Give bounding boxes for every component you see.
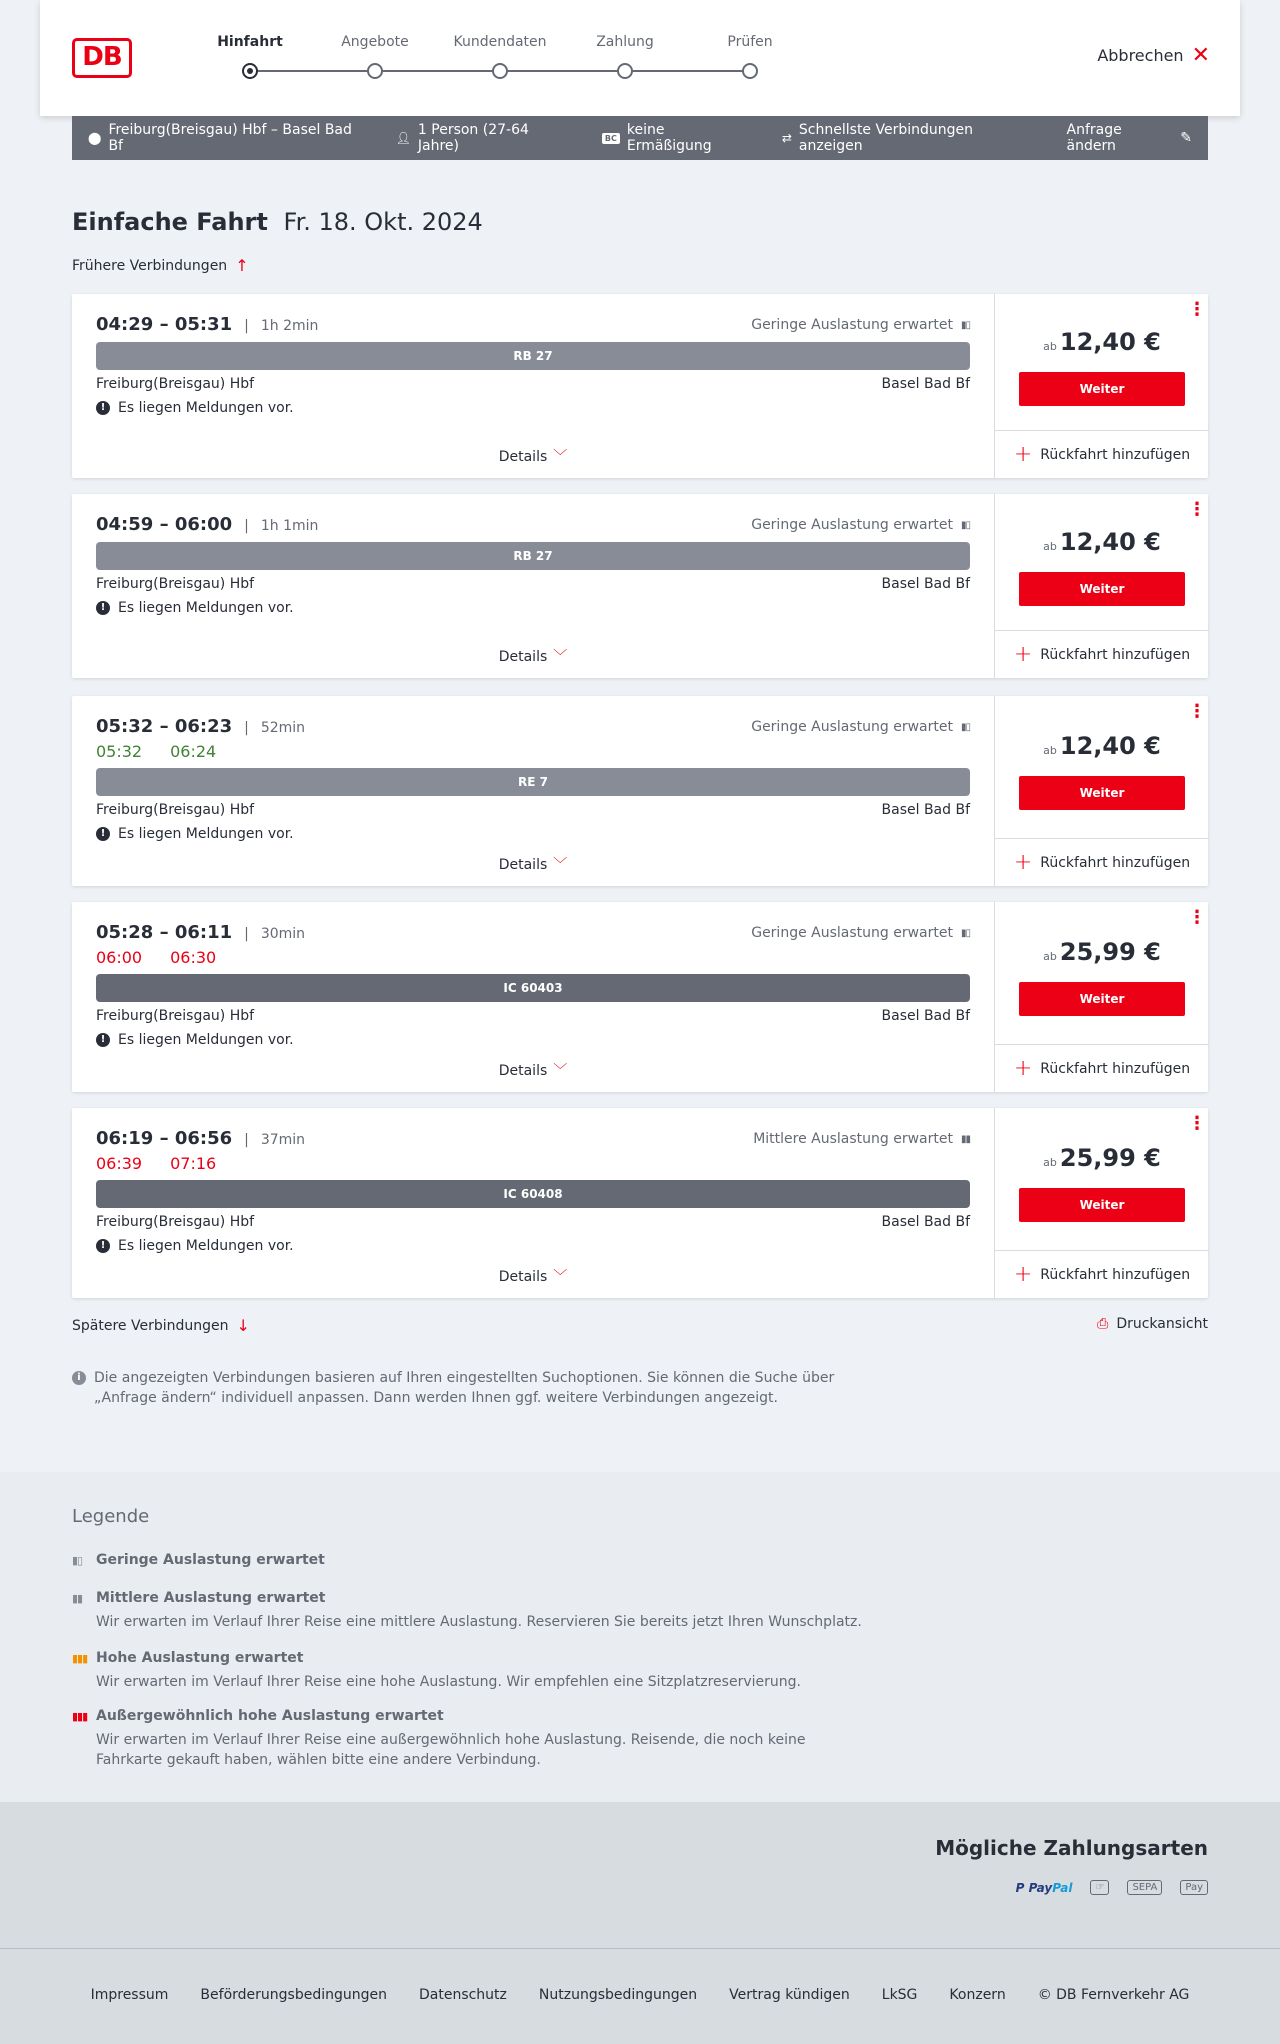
chevron-down-icon: ﹀ [553, 1063, 568, 1079]
details-label: Details [498, 857, 548, 873]
realtime-departure: 06:39 [96, 1154, 143, 1173]
connection-times [96, 1128, 305, 1149]
add-return-label: Rückfahrt hinzufügen [1040, 646, 1191, 663]
legend-description: Wir erwarten im Verlauf Ihrer Reise eine hohe Auslastung. Wir empfehlen eine Sitzplatzreservierung. [96, 1674, 801, 1690]
details-label: Details [498, 1063, 548, 1079]
legend-label: Geringe Auslastung erwartet [96, 1552, 325, 1568]
trip-type: Einfache Fahrt [72, 208, 268, 236]
details-label: Details [498, 1269, 548, 1285]
departure-arrival: 05:32 – 06:23 [96, 716, 233, 737]
duration: 1h 1min [260, 518, 319, 534]
add-return-button[interactable] [995, 1044, 1209, 1092]
occupancy-text: Mittlere Auslastung erwartet [753, 1131, 953, 1147]
route-text: Freiburg(Breisgau) Hbf – Basel Bad Bf [108, 122, 352, 154]
alert-icon: ! [96, 1239, 110, 1253]
fastest-text: Schnellste Verbindungen anzeigen [798, 122, 974, 154]
price-value: 12,40 € [1059, 732, 1161, 760]
realtime-arrival: 06:30 [170, 948, 217, 967]
details-toggle[interactable] [72, 1266, 994, 1286]
connection-card [72, 494, 1208, 678]
notice-text: Es liegen Meldungen vor. [118, 1238, 294, 1254]
departure-arrival: 06:19 – 06:56 [96, 1128, 233, 1149]
destination-station: Basel Bad Bf [881, 376, 970, 392]
price-prefix: ab [1043, 950, 1057, 963]
alert-icon: ! [96, 1033, 110, 1047]
footer-link-privacy[interactable]: Datenschutz [418, 1987, 507, 2003]
price-value: 25,99 € [1059, 938, 1161, 966]
notice [96, 1032, 294, 1048]
legend-item [72, 1708, 872, 1770]
plus-icon: + [1013, 641, 1033, 667]
separator: | [244, 518, 249, 534]
connection-card [72, 696, 1208, 886]
apple-pay-icon [1180, 1880, 1208, 1895]
discount-text: keine Ermäßigung [626, 122, 712, 154]
chevron-down-icon: ﹀ [553, 449, 568, 465]
connection-card [72, 902, 1208, 1092]
arrow-up-icon: ↑ [235, 256, 249, 275]
footer [0, 1948, 1280, 2044]
occupancy-medium-icon: ▮▮ [72, 1591, 83, 1605]
realtime-times [96, 742, 216, 761]
legend-label: Außergewöhnlich hohe Auslastung erwartet [96, 1708, 444, 1724]
realtime-times [96, 948, 216, 967]
origin-station: Freiburg(Breisgau) Hbf [96, 576, 255, 592]
details-toggle[interactable] [72, 446, 994, 466]
occupancy-text: Geringe Auslastung erwartet [751, 317, 953, 333]
step-hinfahrt [190, 34, 310, 79]
occupancy [753, 1131, 970, 1147]
continue-button[interactable]: Weiter [1019, 372, 1185, 406]
paypal-text-b: Pal [1052, 1880, 1073, 1895]
price-value: 12,40 € [1059, 528, 1161, 556]
price-value: 12,40 € [1059, 328, 1161, 356]
add-return-button[interactable] [995, 1250, 1209, 1298]
price [995, 528, 1209, 556]
train-bar[interactable]: IC 60403 [96, 974, 970, 1002]
paypal-icon: P PayPal [1015, 1880, 1073, 1895]
card-payment-icon: ☞ [1090, 1880, 1109, 1895]
footer-link-cancel-contract[interactable]: Vertrag kündigen [729, 1987, 850, 2003]
search-info-note [72, 1368, 852, 1408]
step-zahlung [565, 34, 685, 79]
trip-date: Fr. 18. Okt. 2024 [283, 208, 483, 236]
notice [96, 1238, 294, 1254]
arrow-down-icon: ↓ [236, 1316, 250, 1335]
legend-section [0, 1472, 1280, 1802]
footer-link-group[interactable]: Konzern [949, 1987, 1006, 2003]
train-bar[interactable]: RB 27 [96, 542, 970, 570]
discount-summary [602, 122, 750, 154]
departure-arrival: 05:28 – 06:11 [96, 922, 233, 943]
legend-label: Mittlere Auslastung erwartet [96, 1590, 326, 1606]
continue-button[interactable]: Weiter [1019, 572, 1185, 606]
notice-text: Es liegen Meldungen vor. [118, 600, 294, 616]
details-toggle[interactable] [72, 1060, 994, 1080]
plus-icon: + [1013, 849, 1033, 875]
occupancy [751, 317, 970, 333]
occupancy-low-icon: ▮▯ [960, 721, 970, 733]
origin-station: Freiburg(Breisgau) Hbf [96, 802, 255, 818]
bahncard-icon: BC [602, 133, 620, 144]
passenger-text: 1 Person (27-64 Jahre) [417, 122, 529, 154]
progress-stepper [180, 0, 820, 116]
step-label: Angebote [341, 34, 409, 50]
footer-copyright: © DB Fernverkehr AG [1037, 1987, 1190, 2003]
separator: | [244, 720, 249, 736]
occupancy [751, 517, 970, 533]
departure-arrival: 04:59 – 06:00 [96, 514, 233, 535]
occupancy-low-icon: ▮▯ [72, 1553, 83, 1567]
alert-icon: ! [96, 827, 110, 841]
plus-icon: + [1013, 1261, 1033, 1287]
departure-arrival: 04:29 – 05:31 [96, 314, 233, 335]
page-title [72, 208, 483, 236]
connection-card [72, 1108, 1208, 1298]
printer-icon: ⎙ [1097, 1316, 1109, 1332]
connection-info [72, 1108, 994, 1298]
legend-description: Wir erwarten im Verlauf Ihrer Reise eine außergewöhnlich hohe Auslastung. Reisende, die noch keine Fahrkarte gekauft haben, wählen bitte eine andere Verbindung. [96, 1732, 806, 1768]
offer-panel [994, 902, 1208, 1092]
print-view-label: Druckansicht [1116, 1316, 1208, 1332]
legend-description: Wir erwarten im Verlauf Ihrer Reise eine mittlere Auslastung. Reservieren Sie bereits jetzt Ihren Wunschplatz. [96, 1614, 862, 1630]
legend-item-title [72, 1590, 872, 1606]
notice [96, 400, 294, 416]
origin-station: Freiburg(Breisgau) Hbf [96, 376, 255, 392]
separator: | [244, 926, 249, 942]
continue-button[interactable]: Weiter [1019, 776, 1185, 810]
price [995, 1144, 1209, 1172]
cancel-label: Abbrechen [1097, 46, 1184, 65]
paypal-text-a: Pay [1028, 1880, 1053, 1895]
footer-link-terms[interactable]: Beförderungsbedingungen [200, 1987, 387, 2003]
legend-item [72, 1552, 872, 1568]
more-options-icon[interactable]: ⋮ [1188, 499, 1206, 520]
sepa-icon: SEPA [1127, 1880, 1162, 1895]
step-label: Zahlung [596, 34, 654, 50]
step-dot [617, 63, 633, 79]
footer-link-lksg[interactable]: LkSG [881, 1987, 918, 2003]
connection-card [72, 294, 1208, 478]
offer-panel [994, 1108, 1208, 1298]
occupancy-high-icon: ▮▮▮ [72, 1651, 88, 1665]
price-value: 25,99 € [1059, 1144, 1161, 1172]
price-prefix: ab [1043, 340, 1057, 353]
price-prefix: ab [1043, 1156, 1057, 1169]
payment-icons [1016, 1880, 1208, 1895]
continue-button[interactable]: Weiter [1019, 982, 1185, 1016]
details-toggle[interactable] [72, 646, 994, 666]
details-label: Details [498, 649, 548, 665]
duration: 37min [260, 1132, 306, 1148]
realtime-departure: 05:32 [96, 742, 143, 761]
step-angebote [315, 34, 435, 79]
occupancy-low-icon: ▮▯ [960, 319, 970, 331]
continue-button[interactable]: Weiter [1019, 1188, 1185, 1222]
price [995, 732, 1209, 760]
legend-title: Legende [72, 1506, 150, 1527]
origin-station: Freiburg(Breisgau) Hbf [96, 1008, 255, 1024]
occupancy-text: Geringe Auslastung erwartet [751, 719, 953, 735]
later-connections-link[interactable] [72, 1316, 250, 1335]
apple-pay-text: Pay [1185, 1882, 1203, 1893]
more-options-icon[interactable]: ⋮ [1188, 299, 1206, 320]
notice-text: Es liegen Meldungen vor. [118, 400, 294, 416]
realtime-departure: 06:00 [96, 948, 143, 967]
passenger-summary [396, 122, 570, 154]
add-return-label: Rückfahrt hinzufügen [1040, 854, 1191, 871]
earlier-connections-label: Frühere Verbindungen [72, 257, 228, 274]
footer-link-usage[interactable]: Nutzungsbedingungen [538, 1987, 698, 2003]
occupancy-text: Geringe Auslastung erwartet [751, 517, 953, 533]
add-return-button[interactable] [995, 838, 1209, 886]
more-options-icon[interactable]: ⋮ [1188, 907, 1206, 928]
connection-info [72, 902, 994, 1092]
duration: 52min [260, 720, 306, 736]
step-label: Kundendaten [453, 34, 547, 50]
db-logo[interactable]: DB [72, 38, 132, 78]
add-return-button[interactable] [995, 430, 1209, 478]
occupancy [751, 925, 970, 941]
legend-label: Hohe Auslastung erwartet [96, 1650, 304, 1666]
chevron-down-icon: ﹀ [553, 857, 568, 873]
origin-station: Freiburg(Breisgau) Hbf [96, 1214, 255, 1230]
connection-times [96, 314, 318, 335]
alert-icon: ! [96, 401, 110, 415]
connection-info [72, 696, 994, 886]
connection-times [96, 922, 305, 943]
separator: | [244, 318, 249, 334]
occupancy-text: Geringe Auslastung erwartet [751, 925, 953, 941]
more-options-icon[interactable]: ⋮ [1188, 701, 1206, 722]
footer-links [0, 1987, 1280, 2003]
destination-station: Basel Bad Bf [881, 802, 970, 818]
destination-station: Basel Bad Bf [881, 1008, 970, 1024]
connection-times [96, 716, 305, 737]
location-pin-icon: ⬤ [88, 131, 102, 145]
details-label: Details [498, 449, 548, 465]
connection-info [72, 494, 994, 678]
occupancy-low-icon: ▮▯ [960, 927, 970, 939]
train-bar[interactable]: RB 27 [96, 342, 970, 370]
add-return-label: Rückfahrt hinzufügen [1040, 446, 1191, 463]
footer-link-impressum[interactable]: Impressum [90, 1987, 169, 2003]
add-return-label: Rückfahrt hinzufügen [1040, 1266, 1191, 1283]
step-label: Prüfen [727, 34, 773, 50]
fastest-summary [782, 122, 1035, 154]
price [995, 938, 1209, 966]
step-pruefen [690, 34, 810, 79]
person-icon: 👤︎ [395, 131, 411, 145]
alert-icon: ! [96, 601, 110, 615]
pencil-icon: ✎ [1180, 130, 1192, 146]
occupancy-very-high-icon: ▮▮▮ [72, 1709, 88, 1723]
legend-item-title [72, 1708, 872, 1724]
info-icon: i [72, 1371, 86, 1385]
earlier-connections-link[interactable] [72, 256, 249, 275]
connection-info [72, 294, 994, 478]
close-icon: ✕ [1191, 42, 1210, 68]
realtime-arrival: 06:24 [170, 742, 217, 761]
step-dot [242, 63, 258, 79]
chevron-down-icon: ﹀ [553, 649, 568, 665]
add-return-button[interactable] [995, 630, 1209, 678]
payment-title: Mögliche Zahlungsarten [935, 1836, 1208, 1860]
duration: 1h 2min [260, 318, 319, 334]
price-prefix: ab [1043, 540, 1057, 553]
price-prefix: ab [1043, 744, 1057, 757]
realtime-arrival: 07:16 [170, 1154, 217, 1173]
chevron-down-icon: ﹀ [553, 1269, 568, 1285]
payment-methods-section [0, 1802, 1280, 1948]
destination-station: Basel Bad Bf [881, 1214, 970, 1230]
edit-search-label: Anfrage ändern [1066, 122, 1122, 154]
connection-times [96, 514, 318, 535]
offer-panel [994, 294, 1208, 478]
legend-item [72, 1590, 872, 1632]
swap-arrows-icon: ⇄ [781, 131, 792, 145]
step-dot [367, 63, 383, 79]
step-dot [742, 63, 758, 79]
step-dot [492, 63, 508, 79]
later-connections-label: Spätere Verbindungen [72, 1317, 229, 1334]
occupancy [751, 719, 970, 735]
details-toggle[interactable] [72, 854, 994, 874]
plus-icon: + [1013, 1055, 1033, 1081]
header [40, 0, 1240, 116]
destination-station: Basel Bad Bf [881, 576, 970, 592]
step-label: Hinfahrt [217, 34, 283, 50]
add-return-label: Rückfahrt hinzufügen [1040, 1060, 1191, 1077]
route-summary [88, 122, 364, 154]
edit-search-button[interactable] [1067, 122, 1192, 154]
realtime-times [96, 1154, 216, 1173]
cancel-button[interactable] [1097, 42, 1210, 68]
search-summary-bar [72, 116, 1208, 160]
legend-item-title [72, 1650, 872, 1666]
occupancy-medium-icon: ▮▮ [960, 1133, 970, 1145]
occupancy-low-icon: ▮▯ [960, 519, 970, 531]
separator: | [244, 1132, 249, 1148]
offer-panel [994, 696, 1208, 886]
offer-panel [994, 494, 1208, 678]
notice-text: Es liegen Meldungen vor. [118, 1032, 294, 1048]
duration: 30min [260, 926, 306, 942]
notice-text: Es liegen Meldungen vor. [118, 826, 294, 842]
search-info-text: Die angezeigten Verbindungen basieren auf Ihren eingestellten Suchoptionen. Sie können die Suche über „Anfrage ändern“ individuell anpassen. Dann werden Ihnen ggf. weitere Verbindungen angezeigt. [94, 1370, 835, 1406]
notice [96, 600, 294, 616]
plus-icon: + [1013, 441, 1033, 467]
more-options-icon[interactable]: ⋮ [1188, 1113, 1206, 1134]
train-bar[interactable]: RE 7 [96, 768, 970, 796]
step-kundendaten [440, 34, 560, 79]
price [995, 328, 1209, 356]
train-bar[interactable]: IC 60408 [96, 1180, 970, 1208]
print-view-link[interactable] [1097, 1316, 1208, 1332]
notice [96, 826, 294, 842]
legend-item [72, 1650, 872, 1692]
legend-item-title [72, 1552, 872, 1568]
